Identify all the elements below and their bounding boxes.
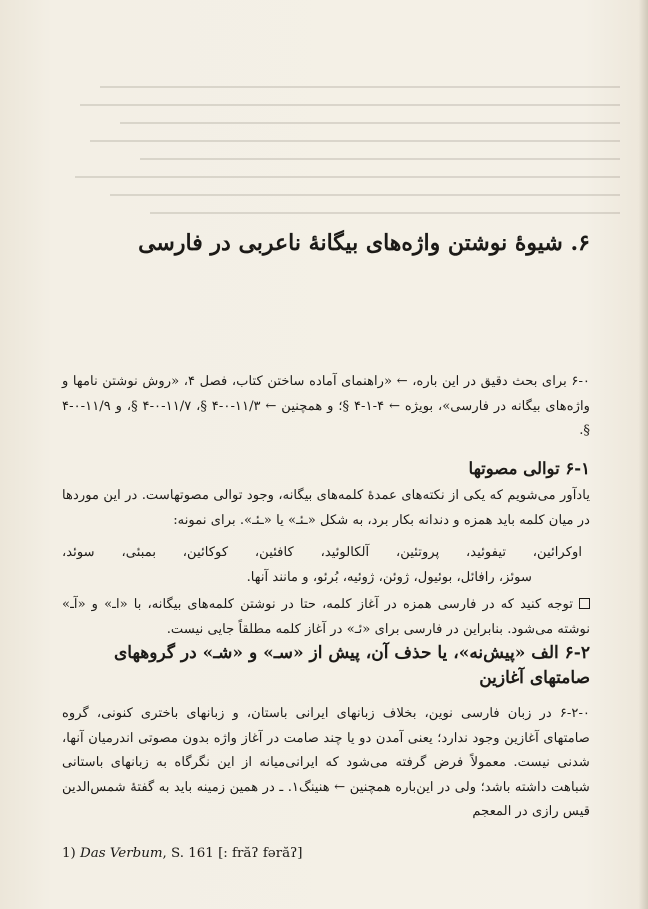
note-box-icon (579, 598, 590, 609)
subsection-1-heading: ۶-۱ توالی مصوتها (468, 459, 590, 478)
footnote-work-title: Das Verbum (80, 846, 163, 861)
section-title: ۶. شیوهٔ نوشتن واژه‌های بیگانهٔ ناعربی در فارسی (138, 230, 590, 256)
footnote-reference: , S. 161 [: frăʔ fərăʔ] (162, 846, 303, 861)
note-paragraph (62, 593, 590, 642)
subsection-2-heading: ۶-۲ الف «پیش‌نه»، یا حذف آن، پیش از «سـ» و «شـ» در گروههای صامتهای آغازین (113, 643, 590, 688)
examples-line-2: سوئز، رافائل، بوئیول، ژوئن، ژوئیه، بُرئو، و مانند آنها. (246, 569, 532, 585)
subsection-2-paragraph: ۶-۲-۰ در زبان فارسی نوین، بخلاف زبانهای ایرانی باستان، و زبانهای باختری کنونی، گروه صامتهای آغازین وجود ندارد؛ یعنی آمدن دو یا چند صامت در آغاز واژه بدون مصوتی اندرمیان آنها، شدنی نیست. معمولاً فرض گرفته می‌شود که ایرانی‌میانه از این نگرگاه به زبانهای باستانی شباهت داشته باشد؛ ولی در این‌باره همچنین ← هنینگ١. ـ در همین زمینه باید به گفتهٔ شمس‌الدین قیس رازی در المعجم (62, 706, 590, 819)
subsection-1-paragraph: یادآور می‌شویم که یکی از نکته‌های عمدهٔ کلمه‌های بیگانه، وجود توالی مصوتهاست. در این موردها در میان کلمه باید همزه و دندانه بکار برد، به شکل «ـئـ» یا «ـئـ». برای نمونه: (62, 488, 590, 528)
examples-line-1: اوکرائین، تیفوئید، پروتئین، آلکالوئید، کافئین، کوکائین، بمبئی، سوئد، (62, 545, 582, 560)
page-edge (638, 0, 648, 909)
footnote-number: 1) (62, 846, 76, 861)
section-intro-paragraph: ۶-۰ برای بحث دقیق در این باره، ← «راهنمای آماده ساختن کتاب، فصل ۴، «روش نوشتن نامها و واژه‌های بیگانه در فارسی»، بویژه ← ۴-۱-۴ §؛ و همچنین ← ۱۱/۳-۰-۴ §، ۱۱/۷-۰-۴ §، و ۱۱/۹-۰-۴ §. (62, 374, 591, 438)
note-text: توجه کنید که در فارسی همزه در آغاز کلمه، حتا در نوشتن کلمه‌های بیگانه، با «اـ» و «آـ» نوشته می‌شود. بنابراین در فارسی برای «ئـ» در آغاز کلمه مطلقاً جایی نیست. (62, 597, 590, 637)
footnote (62, 846, 462, 861)
examples-list (62, 541, 582, 590)
